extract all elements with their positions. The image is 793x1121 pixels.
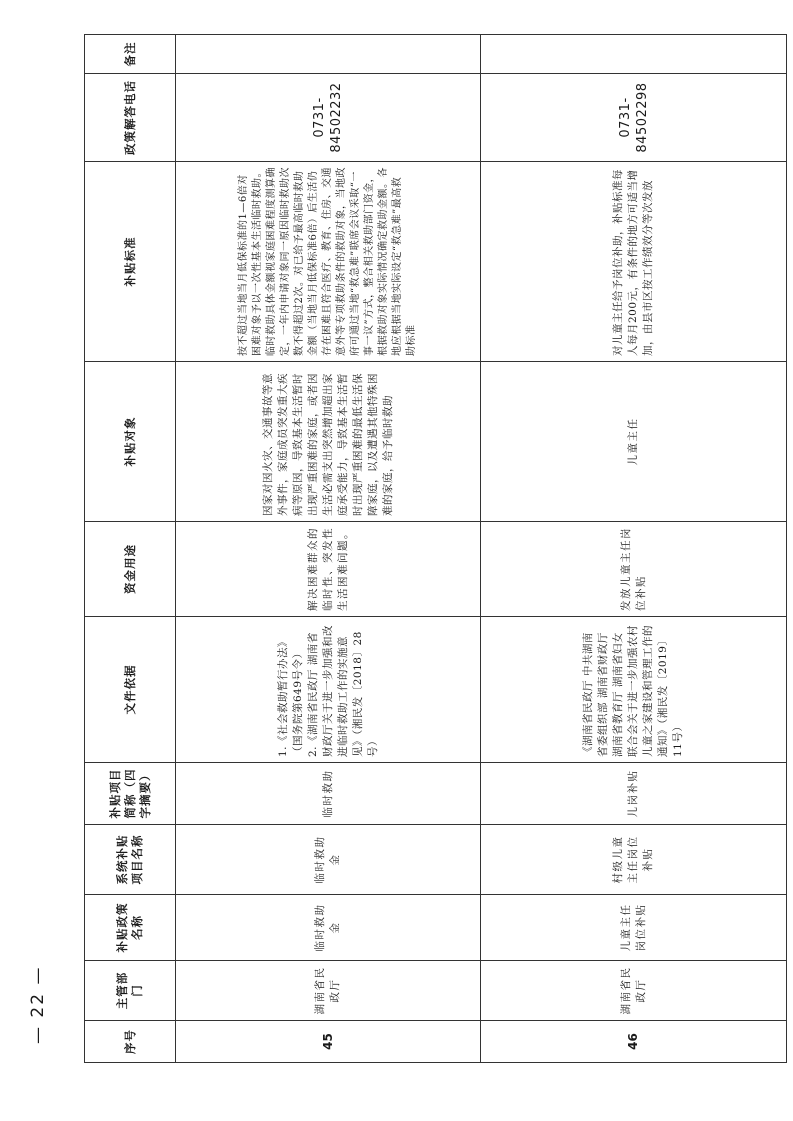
row-short-name: 临时救助 — [176, 763, 481, 825]
row-target: 因家对因火灾、交通事故等意外事件，家庭成员突发重大疾病等原因，导致基本生活暂时出现严重困难的家庭，或者因生活必需支出突然增加超出家庭承受能力，导致基本生活暂时出现严重困难的最低生活保障家庭，以及遭遇其他特殊困难的家庭，给予临时救助 — [176, 362, 481, 522]
page-number: — 22 — — [28, 965, 48, 1044]
row-phone: 0731-84502232 — [176, 74, 481, 162]
table-row — [481, 35, 787, 1063]
row-short-name: 儿岗补贴 — [481, 763, 787, 825]
row-phone: 0731-84502298 — [481, 74, 787, 162]
row-purpose: 解决困难群众的临时性、突发性生活困难问题。 — [176, 522, 481, 617]
basis-line: 1.《社会救助暂行办法》（国务院第649号令） — [276, 635, 304, 757]
row-purpose: 发放儿童主任岗位补贴 — [481, 522, 787, 617]
rotated-table-page — [84, 35, 777, 1063]
row-seq: 45 — [176, 1021, 481, 1063]
header-target: 补贴对象 — [85, 362, 176, 522]
header-dept: 主管部门 — [85, 961, 176, 1021]
header-standard: 补贴标准 — [85, 162, 176, 362]
row-policy-name: 临时救助金 — [176, 895, 481, 961]
row-basis — [176, 617, 481, 763]
row-policy-name: 儿童主任岗位补贴 — [481, 895, 787, 961]
row-basis — [481, 617, 787, 763]
row-remark — [481, 35, 787, 74]
row-target: 儿童主任 — [481, 362, 787, 522]
row-standard: 对儿童主任给予岗位补助，补贴标准每人每月200元，有条件的地方可适当增加，由县市区按工作绩效分等次发放 — [481, 162, 787, 362]
header-basis: 文件依据 — [85, 617, 176, 763]
row-system-item: 村级儿童主任岗位补贴 — [481, 825, 787, 895]
header-purpose: 资金用途 — [85, 522, 176, 617]
table-row — [176, 35, 481, 1063]
header-policy-name: 补贴政策名称 — [85, 895, 176, 961]
row-remark — [176, 35, 481, 74]
basis-line: 《湖南省民政厅 中共湖南省委组织部 湖南省财政厅 湖南省教育厅 湖南省妇女联合会关于进一步加强农村儿童之家建设和管理工作的通知》（湘民发〔2019〕11号） — [582, 625, 684, 757]
header-remark: 备注 — [85, 35, 176, 74]
row-seq: 46 — [481, 1021, 787, 1063]
header-seq: 序号 — [85, 1021, 176, 1063]
row-standard: 按不超过当地当月低保标准的1—6倍对困难对象予以一次性基本生活临时救助。临时救助具体金额视家庭困难程度测算确定，一年内申请对象同一原因临时救助次数不得超过2次。对已给予最高临时救助金额（当地当月低保标准6倍）后生活仍存在困难且符合医疗、教育、住房、交通意外等专项救助条件的救助对象，当地政府可通过当地“救急难”联席会议采取“一事一议”方式，整合相关救助部门资金，根据救助对象实际情况确定救助金额。各地应根据当地实际设定“救急难”最高救助标准 — [176, 162, 481, 362]
basis-line: 2.《湖南省民政厅 湖南省财政厅关于进一步加强和改进临时救助工作的实施意见》（湘民发〔2018〕28号） — [306, 625, 379, 757]
row-dept: 湖南省民政厅 — [481, 961, 787, 1021]
subsidy-policy-table — [84, 34, 787, 1063]
header-row — [85, 35, 176, 1063]
header-system-item: 系统补贴项目名称 — [85, 825, 176, 895]
header-phone: 政策解答电话 — [85, 74, 176, 162]
row-dept: 湖南省民政厅 — [176, 961, 481, 1021]
row-system-item: 临时救助金 — [176, 825, 481, 895]
header-short-name: 补贴项目简称（四字摘要） — [85, 763, 176, 825]
